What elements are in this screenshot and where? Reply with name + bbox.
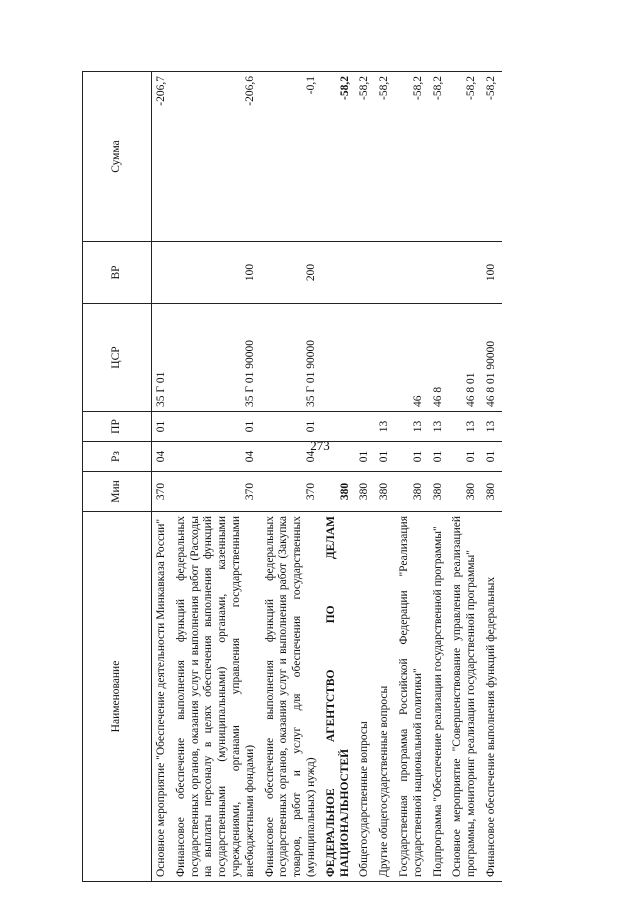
header-vr: ВР	[83, 242, 152, 304]
table-row	[261, 72, 322, 882]
cell-rz: 01	[429, 442, 449, 472]
table-body	[152, 72, 502, 882]
header-min: Мин	[83, 472, 152, 512]
cell-csr: 35 Г 01	[152, 304, 172, 412]
cell-csr: 46 8	[429, 304, 449, 412]
cell-min: 380	[355, 472, 375, 512]
cell-min: 380	[429, 472, 449, 512]
table-row	[355, 72, 375, 882]
cell-name: Общегосударственные вопросы	[355, 512, 375, 882]
cell-csr: 35 Г 01 90000	[261, 304, 322, 412]
cell-csr: 46 8 01	[448, 304, 482, 412]
cell-pr	[322, 412, 356, 442]
cell-sum: -0,1	[261, 72, 322, 242]
header-name: Наименование	[83, 512, 152, 882]
cell-rz: 01	[355, 442, 375, 472]
cell-sum: -58,2	[448, 72, 482, 242]
table-row	[375, 72, 395, 882]
cell-vr: 100	[482, 242, 502, 304]
cell-csr: 35 Г 01 90000	[172, 304, 261, 412]
cell-name: Основное мероприятие "Обеспечение деятельности Минкавказа России"	[152, 512, 172, 882]
cell-min: 370	[261, 472, 322, 512]
cell-min: 380	[482, 472, 502, 512]
budget-table	[82, 71, 502, 882]
cell-name: Финансовое обеспечение выполнения функций федеральных государственных органов, оказания услуг и выполнения работ (Закупка товаров, работ и услуг для обеспечения государственных (муниципальных) нужд)	[261, 512, 322, 882]
budget-table-rotated	[82, 72, 592, 882]
cell-csr: 46 8 01 90000	[482, 304, 502, 412]
cell-vr	[375, 242, 395, 304]
cell-vr	[355, 242, 375, 304]
cell-pr	[355, 412, 375, 442]
cell-rz: 04	[152, 442, 172, 472]
cell-min: 370	[152, 472, 172, 512]
table-row	[429, 72, 449, 882]
header-pr: ПР	[83, 412, 152, 442]
cell-vr	[448, 242, 482, 304]
cell-rz: 01	[395, 442, 429, 472]
cell-sum: -58,2	[429, 72, 449, 242]
cell-min: 380	[375, 472, 395, 512]
header-csr: ЦСР	[83, 304, 152, 412]
cell-name: Государственная программа Российской Федерации "Реализация государственной национальной политики"	[395, 512, 429, 882]
table-row	[322, 72, 356, 882]
cell-min: 370	[172, 472, 261, 512]
table-header-row	[83, 72, 152, 882]
table-row	[172, 72, 261, 882]
cell-name: Финансовое обеспечение выполнения функций федеральных государственных органов, оказания услуг и выполнения работ (Расходы на выплаты персоналу в целях обеспечения выполнения функций государственными (муниципальными) органами, казенными учреждениями, органами управления государственными внебюджетными фондами)	[172, 512, 261, 882]
cell-sum: -206,6	[172, 72, 261, 242]
cell-name: ФЕДЕРАЛЬНОЕ АГЕНТСТВО ПО ДЕЛАМ НАЦИОНАЛЬНОСТЕЙ	[322, 512, 356, 882]
cell-csr	[322, 304, 356, 412]
table-row	[448, 72, 482, 882]
cell-rz	[322, 442, 356, 472]
cell-name: Подпрограмма "Обеспечение реализации государственной программы"	[429, 512, 449, 882]
page-number: 273	[310, 438, 330, 453]
cell-name: Финансовое обеспечение выполнения функций федеральных	[482, 512, 502, 882]
cell-csr: 46	[395, 304, 429, 412]
cell-csr	[375, 304, 395, 412]
cell-vr	[322, 242, 356, 304]
cell-vr: 200	[261, 242, 322, 304]
cell-sum: -58,2	[375, 72, 395, 242]
header-rz: Рз	[83, 442, 152, 472]
cell-sum: -58,2	[322, 72, 356, 242]
cell-pr: 01	[172, 412, 261, 442]
cell-pr: 13	[395, 412, 429, 442]
cell-sum: -58,2	[395, 72, 429, 242]
cell-vr	[429, 242, 449, 304]
cell-rz: 01	[448, 442, 482, 472]
cell-pr: 13	[429, 412, 449, 442]
cell-min: 380	[448, 472, 482, 512]
cell-vr: 100	[172, 242, 261, 304]
cell-pr: 01	[152, 412, 172, 442]
cell-pr: 13	[448, 412, 482, 442]
cell-rz: 01	[482, 442, 502, 472]
cell-name: Основное мероприятие "Совершенствование управления реализацией программы, мониторинг реализации государственной программы"	[448, 512, 482, 882]
cell-rz: 04	[261, 442, 322, 472]
cell-pr: 13	[375, 412, 395, 442]
cell-pr: 01	[261, 412, 322, 442]
cell-name: Другие общегосударственные вопросы	[375, 512, 395, 882]
cell-min: 380	[395, 472, 429, 512]
table-row	[395, 72, 429, 882]
table-row	[152, 72, 172, 882]
cell-rz: 01	[375, 442, 395, 472]
cell-vr	[395, 242, 429, 304]
cell-sum: -206,7	[152, 72, 172, 242]
cell-min: 380	[322, 472, 356, 512]
cell-pr: 13	[482, 412, 502, 442]
header-sum: Сумма	[83, 72, 152, 242]
table-row	[482, 72, 502, 882]
cell-csr	[355, 304, 375, 412]
cell-vr	[152, 242, 172, 304]
cell-sum: -58,2	[482, 72, 502, 242]
cell-rz: 04	[172, 442, 261, 472]
cell-sum: -58,2	[355, 72, 375, 242]
